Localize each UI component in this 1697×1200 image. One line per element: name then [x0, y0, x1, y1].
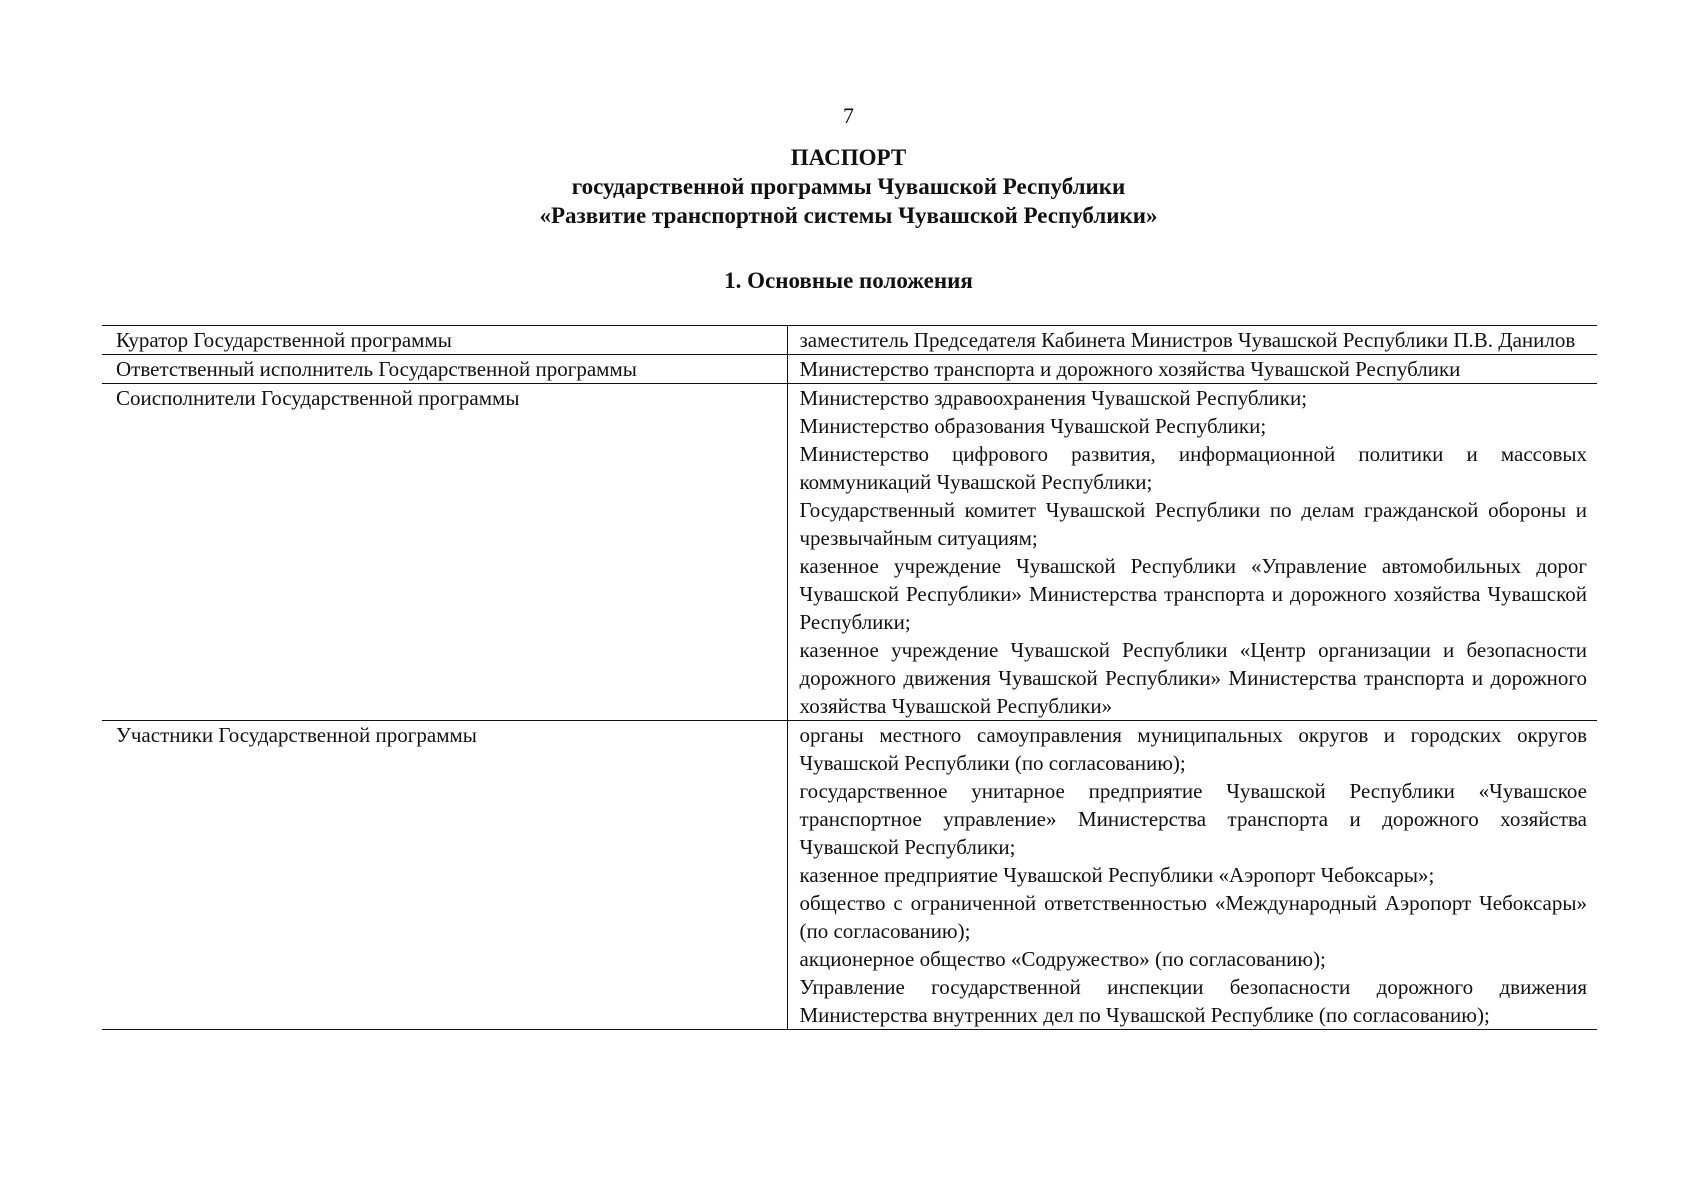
table-row-co-executors	[102, 384, 1597, 721]
section-heading: 1. Основные положения	[724, 268, 973, 293]
passport-table	[102, 325, 1597, 1030]
title-line-1: ПАСПОРТ	[790, 145, 907, 170]
value-line: Министерство здравоохранения Чувашской Республики;	[799, 386, 1308, 410]
value-line: Государственный комитет Чувашской Республики по делам гражданской обороны и чрезвычайным ситуациям;	[799, 498, 1587, 550]
row-value	[787, 384, 1597, 721]
value-line: казенное учреждение Чувашской Республики «Центр организации и безопасности дорожного движения Чувашской Республики» Министерства транспорта и дорожного хозяйства Чувашской Республики»	[799, 638, 1587, 718]
title-line-2: государственной программы Чувашской Республики	[571, 174, 1126, 199]
title-line-3: «Развитие транспортной системы Чувашской Республики»	[539, 203, 1158, 228]
value-line: акционерное общество «Содружество» (по согласованию);	[799, 947, 1326, 971]
row-value	[787, 355, 1597, 384]
value-line: общество с ограниченной ответственностью «Международный Аэропорт Чебоксары» (по согласованию);	[799, 891, 1587, 943]
document-title	[0, 143, 1697, 230]
value-line: государственное унитарное предприятие Чувашской Республики «Чувашское транспортное управление» Министерства транспорта и дорожного хозяйства Чувашской Республики;	[799, 779, 1587, 859]
value-line: Министерство образования Чувашской Республики;	[799, 414, 1267, 438]
value-line: Министерство транспорта и дорожного хозяйства Чувашской Республики	[799, 357, 1461, 381]
value-line: заместитель Председателя Кабинета Министров Чувашской Республики П.В. Данилов	[799, 328, 1576, 352]
value-line: Управление государственной инспекции безопасности дорожного движения Министерства внутренних дел по Чувашской Республике (по согласованию);	[799, 975, 1587, 1027]
value-line: казенное предприятие Чувашской Республики «Аэропорт Чебоксары»;	[799, 863, 1435, 887]
row-label: Участники Государственной программы	[102, 721, 787, 1030]
value-line: Министерство цифрового развития, информационной политики и массовых коммуникаций Чувашской Республики;	[799, 442, 1587, 494]
table-row-participants	[102, 721, 1597, 1030]
row-label: Куратор Государственной программы	[102, 326, 787, 355]
table-row-curator	[102, 326, 1597, 355]
row-label: Соисполнители Государственной программы	[102, 384, 787, 721]
value-line: органы местного самоуправления муниципальных округов и городских округов Чувашской Республики (по согласованию);	[799, 723, 1587, 775]
page-number: 7	[843, 103, 854, 128]
value-line: казенное учреждение Чувашской Республики «Управление автомобильных дорог Чувашской Республики» Министерства транспорта и дорожного хозяйства Чувашской Республики;	[799, 554, 1587, 634]
row-label: Ответственный исполнитель Государственной программы	[102, 355, 787, 384]
row-value	[787, 721, 1597, 1030]
row-value	[787, 326, 1597, 355]
table-row-responsible	[102, 355, 1597, 384]
